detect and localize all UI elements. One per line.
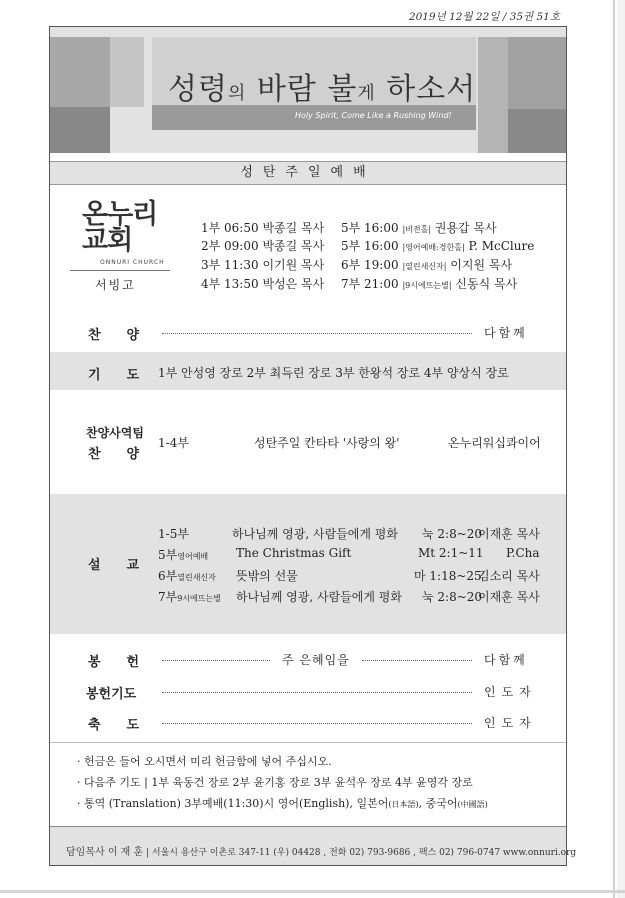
sermon-row-3-title: 뜻밖의 선물 [236, 569, 298, 583]
prayer-label: 기도 [88, 368, 166, 383]
sermon-row-2-verse: Mt 2:1~11 [418, 546, 484, 560]
banner-title-part: 하소서 [375, 72, 477, 107]
offering-prayer-dots [162, 692, 472, 693]
offering-prayer-leader: 인도자 [484, 685, 537, 699]
sermon-row-2-service: 5부영어예배 [158, 548, 209, 562]
logo-underline [70, 270, 170, 271]
service-right-1: 5부 16:00 |비전홀| 권용갑 목사 [341, 221, 497, 235]
logo-line-1: 온누리 [82, 199, 158, 230]
banner-block-left-bottom [50, 107, 110, 153]
sermon-row-3-verse: 마 1:18~25 [414, 569, 482, 583]
sermon-row-2-preacher: P.Cha [506, 546, 540, 560]
banner-title-part: 바람 불 [246, 72, 358, 107]
choir-team: 온누리워십콰이어 [448, 436, 541, 450]
service-title: 성탄주일예배 [50, 161, 566, 185]
banner-block-right-bottom [508, 109, 566, 153]
sermon-row-4-title: 하나님께 영광, 사람들에게 평화 [236, 590, 402, 604]
offering-dots-left [162, 660, 270, 661]
praise-leader: 다함께 [484, 326, 528, 340]
offering-dots-right [362, 660, 472, 661]
service-right-2: 5부 16:00 |영어예배:경한홀| P. McClure [341, 239, 535, 253]
service-left-2: 2부 09:00 박종길 목사 [201, 239, 325, 253]
choir-label-1: 찬양사역팀 [86, 426, 144, 440]
choir-range: 1-4부 [158, 436, 189, 450]
sermon-row-1-title: 하나님께 영광, 사람들에게 평화 [232, 527, 398, 541]
footer-address: | 서울시 용산구 이촌로 347-11 (우) 04428 , 전화 02) 793-9686 , 팩스 02) 796-0747 www.onnuri.org [146, 848, 577, 858]
offering-label: 봉헌 [88, 655, 166, 670]
sermon-row-3-service: 6부열린새신자 [158, 569, 216, 583]
sermon-label: 설교 [88, 558, 166, 573]
campus-name: 서빙고 [95, 278, 136, 292]
benediction-leader: 인도자 [484, 716, 537, 730]
service-left-3: 3부 11:30 이기원 목사 [201, 258, 325, 272]
page-edge-shadow [613, 0, 615, 898]
choir-label-2: 찬양 [88, 447, 166, 462]
banner-block-right-top [508, 37, 566, 109]
banner-title-part: 성령 [168, 72, 228, 107]
note-offering: · 헌금은 들어 오시면서 미리 헌금함에 넣어 주십시오. [77, 755, 332, 768]
sermon-row-1-preacher: 이재훈 목사 [478, 527, 540, 541]
service-left-1: 1부 06:50 박종길 목사 [201, 221, 325, 235]
footer-pastor: 담임목사 이 재 훈 [66, 847, 144, 858]
issue-info: 2019년 12월 22일 / 35권 51호 [408, 11, 560, 23]
banner-title-part: 의 [227, 83, 247, 104]
benediction-label: 축도 [88, 718, 166, 733]
praise-label: 찬양 [88, 328, 166, 343]
note-next-prayer: · 다음주 기도 | 1부 육동건 장로 2부 윤기홍 장로 3부 윤석우 장로 4부 윤영각 장로 [77, 776, 473, 789]
page-bottom-edge [0, 890, 625, 893]
logo-english-name: ONNURI CHURCH [100, 259, 165, 266]
benediction-dots [162, 723, 472, 724]
sermon-row-4-preacher: 이재훈 목사 [478, 590, 540, 604]
banner-title [168, 64, 476, 108]
sermon-row-4-verse: 눅 2:8~20 [422, 590, 483, 604]
sermon-row-4-service: 7부9시에뜨는별 [158, 590, 221, 604]
sermon-row-1-service: 1-5부 [158, 527, 189, 541]
prayer-text: 1부 안성영 장로 2부 최득린 장로 3부 한왕석 장로 4부 양상식 장로 [158, 366, 509, 380]
page-edge-margin [617, 0, 625, 898]
service-left-4: 4부 13:50 박성은 목사 [201, 277, 325, 291]
logo-line-2: 교회 [82, 225, 133, 256]
choir-title: 성탄주일 칸타타 '사랑의 왕' [254, 436, 400, 450]
service-right-4: 7부 21:00 |9시에뜨는별| 신동식 목사 [341, 277, 518, 291]
sermon-row-2-title: The Christmas Gift [236, 546, 352, 560]
banner-block-left-top [50, 37, 110, 107]
note-translation: · 통역 (Translation) 3부예배(11:30)시 영어(English), 일본어(日本語), 중국어(中國語) [77, 797, 488, 810]
banner-block-right-mid [478, 37, 508, 153]
footer-info [66, 843, 576, 858]
notes-divider [50, 742, 566, 743]
sermon-row-3-preacher: 김소리 목사 [478, 569, 540, 583]
offering-leader: 다함께 [484, 653, 528, 667]
banner-title-part: 게 [357, 83, 376, 104]
church-logo [82, 199, 158, 256]
service-right-3: 6부 19:00 |열린새신자| 이지원 목사 [341, 258, 513, 272]
praise-dots [162, 333, 472, 334]
banner-block-left-mid [110, 37, 144, 107]
offering-prayer-label: 봉헌기도 [86, 687, 137, 702]
sermon-row-1-verse: 눅 2:8~20 [422, 527, 483, 541]
offering-hymn: 주 은혜임을 [282, 653, 350, 667]
banner-subtitle: Holy Spirit, Come Like a Rushing Wind! [295, 111, 452, 120]
